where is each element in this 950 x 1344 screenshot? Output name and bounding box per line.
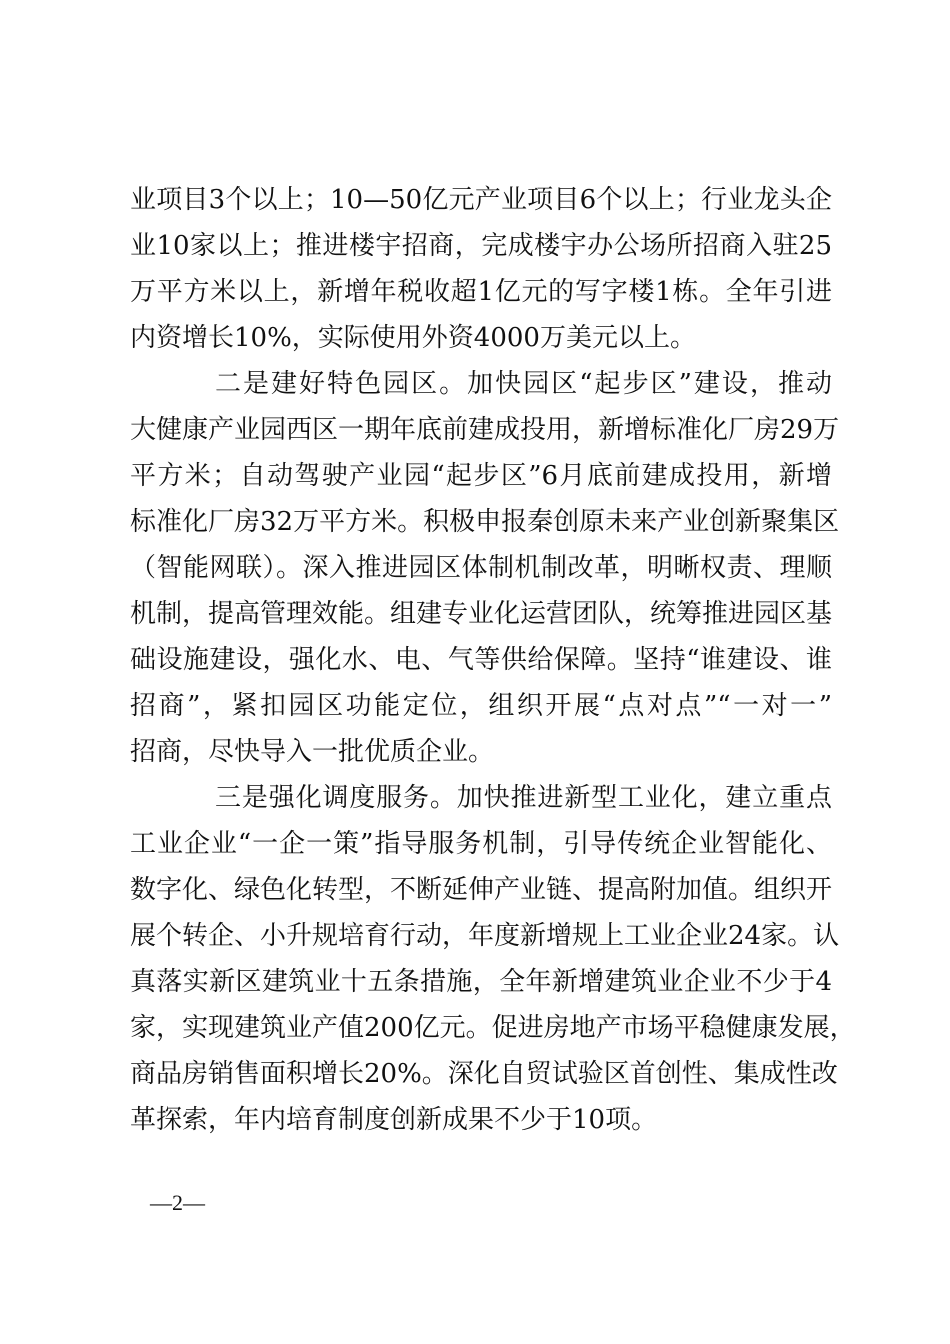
text-line: 业项目3个以上；10—50亿元产业项目6个以上；行业龙头企 bbox=[130, 185, 832, 215]
text-line: 础设施建设，强化水、电、气等供给保障。坚持“谁建设、谁 bbox=[130, 645, 832, 675]
text-line: 二是建好特色园区。加快园区“起步区”建设，推动 bbox=[215, 369, 832, 399]
text-line: （智能网联）。深入推进园区体制机制改革，明晰权责、理顺 bbox=[130, 553, 832, 583]
text-line: 大健康产业园西区一期年底前建成投用，新增标准化厂房29万 bbox=[130, 415, 840, 445]
page-number: —2— bbox=[150, 1190, 205, 1215]
document-body bbox=[130, 177, 856, 1143]
paragraph bbox=[130, 177, 832, 361]
text-line: 真落实新区建筑业十五条措施，全年新增建筑业企业不少于4 bbox=[130, 967, 832, 997]
paragraph bbox=[130, 775, 856, 1143]
text-line: 工业企业“一企一策”指导服务机制，引导传统企业智能化、 bbox=[130, 829, 832, 859]
text-line: 招商，尽快导入一批优质企业。 bbox=[130, 737, 495, 767]
text-line: 革探索，年内培育制度创新成果不少于10项。 bbox=[130, 1105, 658, 1135]
text-line: 数字化、绿色化转型，不断延伸产业链、提高附加值。组织开 bbox=[130, 875, 833, 905]
paragraph bbox=[130, 361, 840, 775]
text-line: 万平方米以上，新增年税收超1亿元的写字楼1栋。全年引进 bbox=[130, 277, 832, 307]
text-line: 机制，提高管理效能。组建专业化运营团队，统筹推进园区基 bbox=[130, 599, 833, 629]
text-line: 招商”，紧扣园区功能定位，组织开展“点对点”“一对一” bbox=[130, 691, 832, 721]
text-line: 平方米；自动驾驶产业园“起步区”6月底前建成投用，新增 bbox=[130, 461, 832, 491]
text-line: 三是强化调度服务。加快推进新型工业化，建立重点 bbox=[215, 783, 832, 813]
text-line: 家，实现建筑业产值200亿元。促进房地产市场平稳健康发展， bbox=[130, 1013, 856, 1043]
text-line: 标准化厂房32万平方米。积极申报秦创原未来产业创新聚集区 bbox=[130, 507, 840, 537]
text-line: 业10家以上；推进楼宇招商，完成楼宇办公场所招商入驻25 bbox=[130, 231, 832, 261]
text-line: 内资增长10%，实际使用外资4000万美元以上。 bbox=[130, 323, 696, 353]
text-line: 展个转企、小升规培育行动，年度新增规上工业企业24家。认 bbox=[130, 921, 840, 951]
text-line: 商品房销售面积增长20%。深化自贸试验区首创性、集成性改 bbox=[130, 1059, 838, 1089]
